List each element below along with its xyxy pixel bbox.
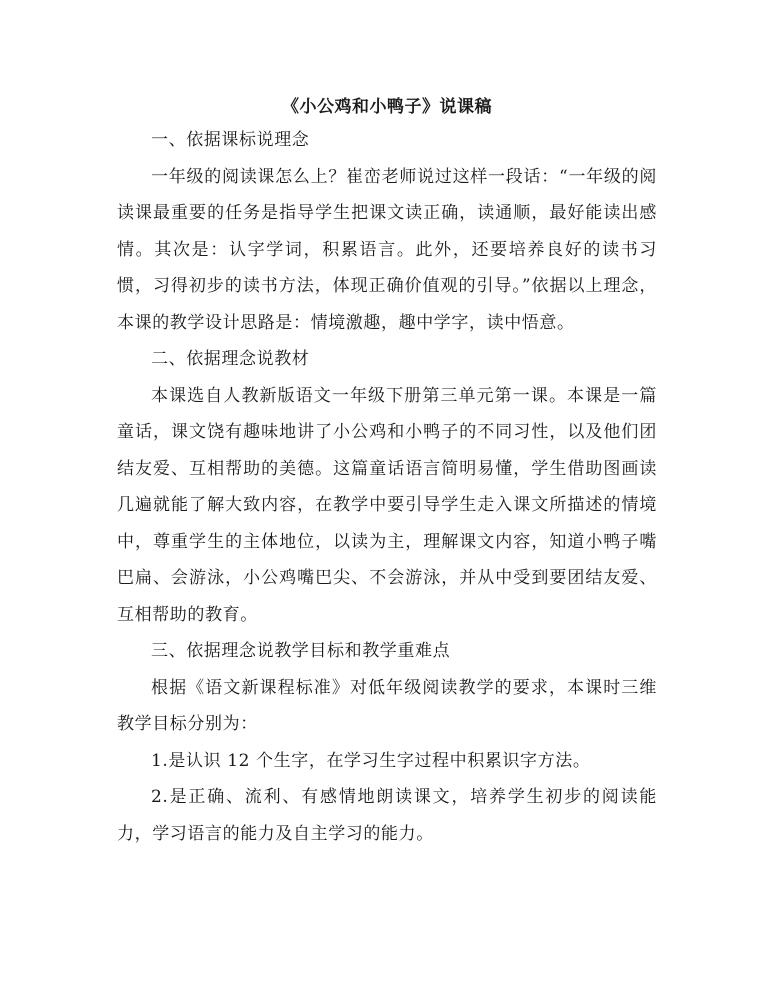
paragraph-1: 一年级的阅读课怎么上？崔峦老师说过这样一段话：“一年级的阅读课最重要的任务是指导学生把课文读正确，读通顺，最好能读出感情。其次是：认字学词，积累语言。此外，还要培养良好的读书习惯，习得初步的读书方法，体现正确价值观的引导。”依据以上理念，本课的教学设计思路是：情境激趣，趣中学字，读中悟意。 (117, 166, 657, 333)
objective-item-1: 1.是认识 12 个生字，在学习生字过程中积累识字方法。 (151, 750, 591, 771)
document-page (117, 92, 657, 852)
paragraph-2: 本课选自人教新版语文一年级下册第三单元第一课。本课是一篇童话，课文饶有趣味地讲了小公鸡和小鸭子的不同习性，以及他们团结友爱、互相帮助的美德。这篇童话语言简明易懂，学生借助图画读几遍就能了解大致内容，在教学中要引导学生走入课文所描述的情境中，尊重学生的主体地位，以读为主，理解课文内容，知道小鸭子嘴巴扁、会游泳，小公鸡嘴巴尖、不会游泳，并从中受到要团结友爱、互相帮助的教育。 (117, 385, 657, 625)
section-heading-1: 一、依据课标说理念 (151, 130, 310, 150)
document-title: 《小公鸡和小鸭子》说课稿 (282, 97, 492, 117)
section-heading-2: 二、依据理念说教材 (151, 349, 310, 369)
paragraph-3: 根据《语文新课程标准》对低年级阅读教学的要求，本课时三维教学目标分别为： (117, 677, 657, 734)
objective-item-2: 2.是正确、流利、有感情地朗读课文，培养学生初步的阅读能力，学习语言的能力及自主学习的能力。 (117, 787, 657, 844)
section-heading-3: 三、依据理念说教学目标和教学重难点 (151, 641, 451, 661)
